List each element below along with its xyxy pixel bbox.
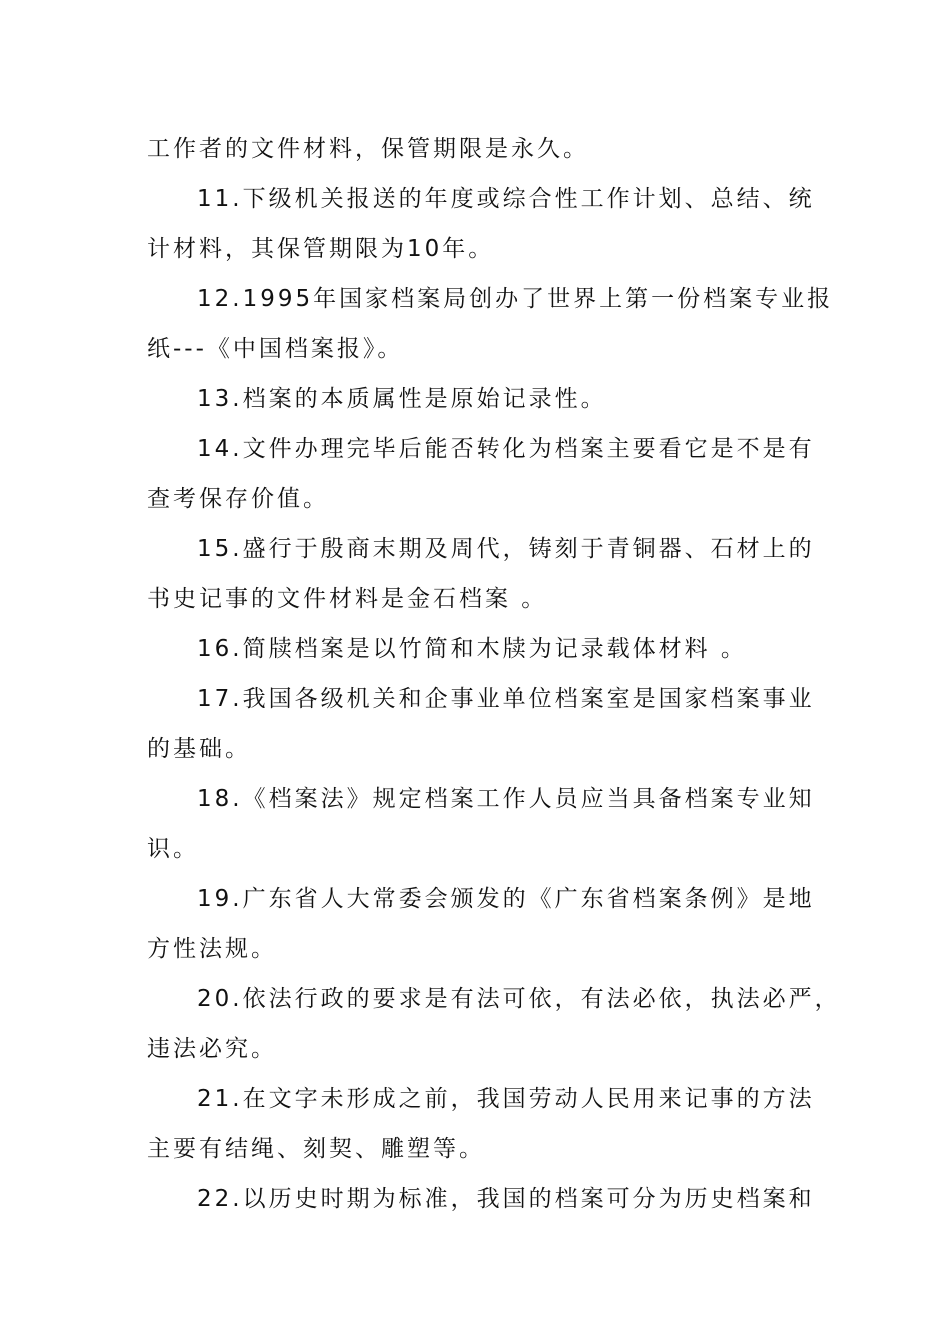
item-13-line-1: 13.档案的本质属性是原始记录性。	[197, 386, 607, 412]
item-11-line-2: 计材料，其保管期限为10年。	[147, 236, 495, 262]
item-22-line-1: 22.以历史时期为标准，我国的档案可分为历史档案和	[197, 1186, 815, 1212]
item-21-line-2: 主要有结绳、刻契、雕塑等。	[147, 1136, 485, 1162]
item-15-line-1: 15.盛行于殷商末期及周代，铸刻于青铜器、石材上的	[197, 536, 815, 562]
item-15-line-2: 书史记事的文件材料是金石档案 。	[147, 586, 548, 612]
item-21-line-1: 21.在文字未形成之前，我国劳动人民用来记事的方法	[197, 1086, 815, 1112]
item-20-line-2: 违法必究。	[147, 1036, 277, 1062]
item-19-line-1: 19.广东省人大常委会颁发的《广东省档案条例》是地	[197, 886, 815, 912]
item-16-line-1: 16.简牍档案是以竹简和木牍为记录载体材料 。	[197, 636, 747, 662]
item-12-line-1: 12.1995年国家档案局创办了世界上第一份档案专业报	[197, 286, 834, 312]
item-14-line-1: 14.文件办理完毕后能否转化为档案主要看它是不是有	[197, 436, 815, 462]
item-11-line-1: 11.下级机关报送的年度或综合性工作计划、总结、统	[197, 186, 815, 212]
text-line-continuation: 工作者的文件材料，保管期限是永久。	[147, 136, 589, 162]
item-17-line-2: 的基础。	[147, 736, 251, 762]
document-body	[147, 124, 841, 1224]
item-17-line-1: 17.我国各级机关和企事业单位档案室是国家档案事业	[197, 686, 815, 712]
item-19-line-2: 方性法规。	[147, 936, 277, 962]
item-18-line-1: 18.《档案法》规定档案工作人员应当具备档案专业知	[197, 786, 815, 812]
item-20-line-1: 20.依法行政的要求是有法可依，有法必依，执法必严，	[197, 986, 841, 1012]
item-14-line-2: 查考保存价值。	[147, 486, 329, 512]
item-18-line-2: 识。	[147, 836, 199, 862]
item-12-line-2: 纸---《中国档案报》。	[147, 336, 404, 362]
